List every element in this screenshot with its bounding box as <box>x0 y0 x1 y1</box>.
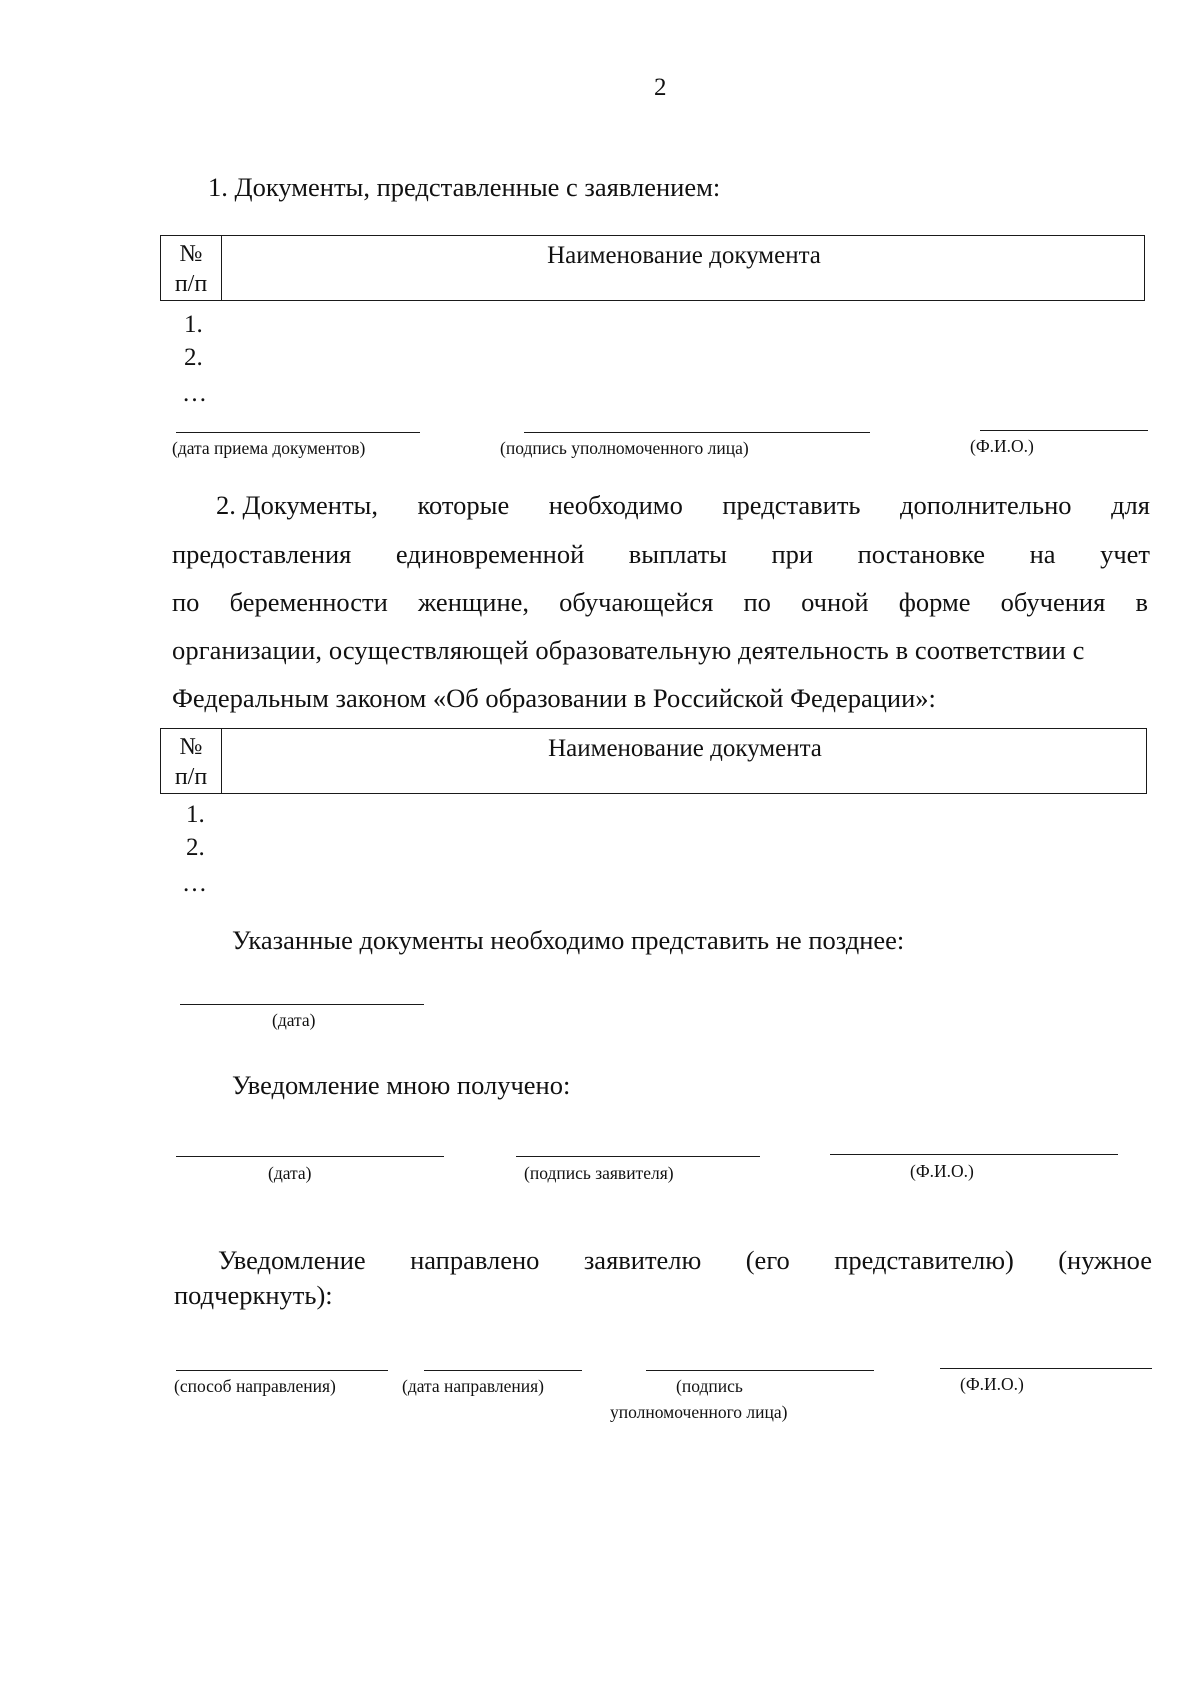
sent-line1 <box>218 1245 1152 1276</box>
caption-deadline-date: (дата) <box>272 1010 316 1030</box>
caption-fio: (Ф.И.О.) <box>960 1374 1024 1394</box>
caption-official-signature: (подпись уполномоченного лица) <box>500 438 749 458</box>
sent-line2: подчеркнуть): <box>174 1280 333 1310</box>
caption-received-date: (дата) <box>268 1163 312 1183</box>
word: при <box>771 539 814 569</box>
signature-line <box>980 430 1148 431</box>
word: очной <box>801 587 869 617</box>
signature-line <box>516 1156 760 1157</box>
date-line <box>180 1004 424 1005</box>
word: в <box>1135 587 1148 617</box>
word: представителю) <box>834 1245 1014 1275</box>
word: постановке <box>857 539 986 569</box>
signature-line <box>424 1370 582 1371</box>
word: учет <box>1100 539 1150 569</box>
word: Уведомление <box>218 1245 366 1275</box>
word: по <box>172 587 200 617</box>
word: (нужное <box>1058 1245 1152 1275</box>
caption-send-date: (дата направления) <box>402 1376 544 1396</box>
col-no-abbr: п/п <box>174 764 208 790</box>
word: предоставления <box>172 539 352 569</box>
received-text: Уведомление мною получено: <box>232 1070 571 1100</box>
list-item: 1. <box>184 311 203 338</box>
list-item: 2. <box>186 834 205 861</box>
word: форме <box>898 587 971 617</box>
word: беременности <box>229 587 388 617</box>
deadline-text: Указанные документы необходимо представить не позднее: <box>232 925 905 955</box>
signature-line <box>176 432 420 433</box>
col-no-header <box>160 729 222 793</box>
signature-line <box>176 1370 388 1371</box>
word: обучающейся <box>559 587 714 617</box>
section1-heading: 1. Документы, представленные с заявлением: <box>208 172 721 202</box>
signature-line <box>524 432 870 433</box>
section2-line5: Федеральным законом «Об образовании в Российской Федерации»: <box>172 683 936 713</box>
word: по <box>743 587 771 617</box>
word: представить <box>722 490 861 520</box>
section2-line3 <box>172 587 1148 618</box>
list-item: … <box>182 380 207 407</box>
word: которые <box>417 490 510 520</box>
word: заявителю <box>583 1245 702 1275</box>
word: необходимо <box>548 490 683 520</box>
caption-send-method: (способ направления) <box>174 1376 336 1396</box>
caption-fio: (Ф.И.О.) <box>970 436 1034 456</box>
section2-line4: организации, осуществляющей образовательную деятельность в соответствии с <box>172 635 1085 665</box>
signature-line <box>176 1156 444 1157</box>
list-item: 1. <box>186 801 205 828</box>
caption-fio: (Ф.И.О.) <box>910 1161 974 1181</box>
section2-line2 <box>172 539 1150 570</box>
section2-table <box>160 728 1147 794</box>
page-number: 2 <box>654 74 667 101</box>
col-no-symbol: № <box>179 241 203 267</box>
caption-date-received: (дата приема документов) <box>172 438 366 458</box>
section2-line1 <box>216 490 1150 521</box>
word: обучения <box>1000 587 1106 617</box>
section1-table <box>160 235 1145 301</box>
signature-line <box>830 1154 1118 1155</box>
word: (его <box>745 1245 790 1275</box>
caption-applicant-signature: (подпись заявителя) <box>524 1163 674 1183</box>
word: на <box>1029 539 1056 569</box>
word: единовременной <box>395 539 585 569</box>
signature-line <box>940 1368 1152 1369</box>
signature-line <box>646 1370 874 1371</box>
col-name-header: Наименование документа <box>548 735 822 762</box>
word: направлено <box>410 1245 540 1275</box>
col-no-header <box>160 236 222 300</box>
word: выплаты <box>628 539 727 569</box>
col-no-abbr: п/п <box>174 271 208 297</box>
list-item: 2. <box>184 344 203 371</box>
word: женщине, <box>417 587 530 617</box>
word: дополнительно <box>900 490 1072 520</box>
col-name-header: Наименование документа <box>547 242 821 269</box>
word: для <box>1111 490 1150 520</box>
caption-official-signature-1: (подпись <box>676 1376 743 1396</box>
list-item: … <box>182 870 207 897</box>
caption-official-signature-2: уполномоченного лица) <box>610 1402 788 1422</box>
col-no-symbol: № <box>179 734 203 760</box>
word: 2. Документы, <box>216 490 378 520</box>
